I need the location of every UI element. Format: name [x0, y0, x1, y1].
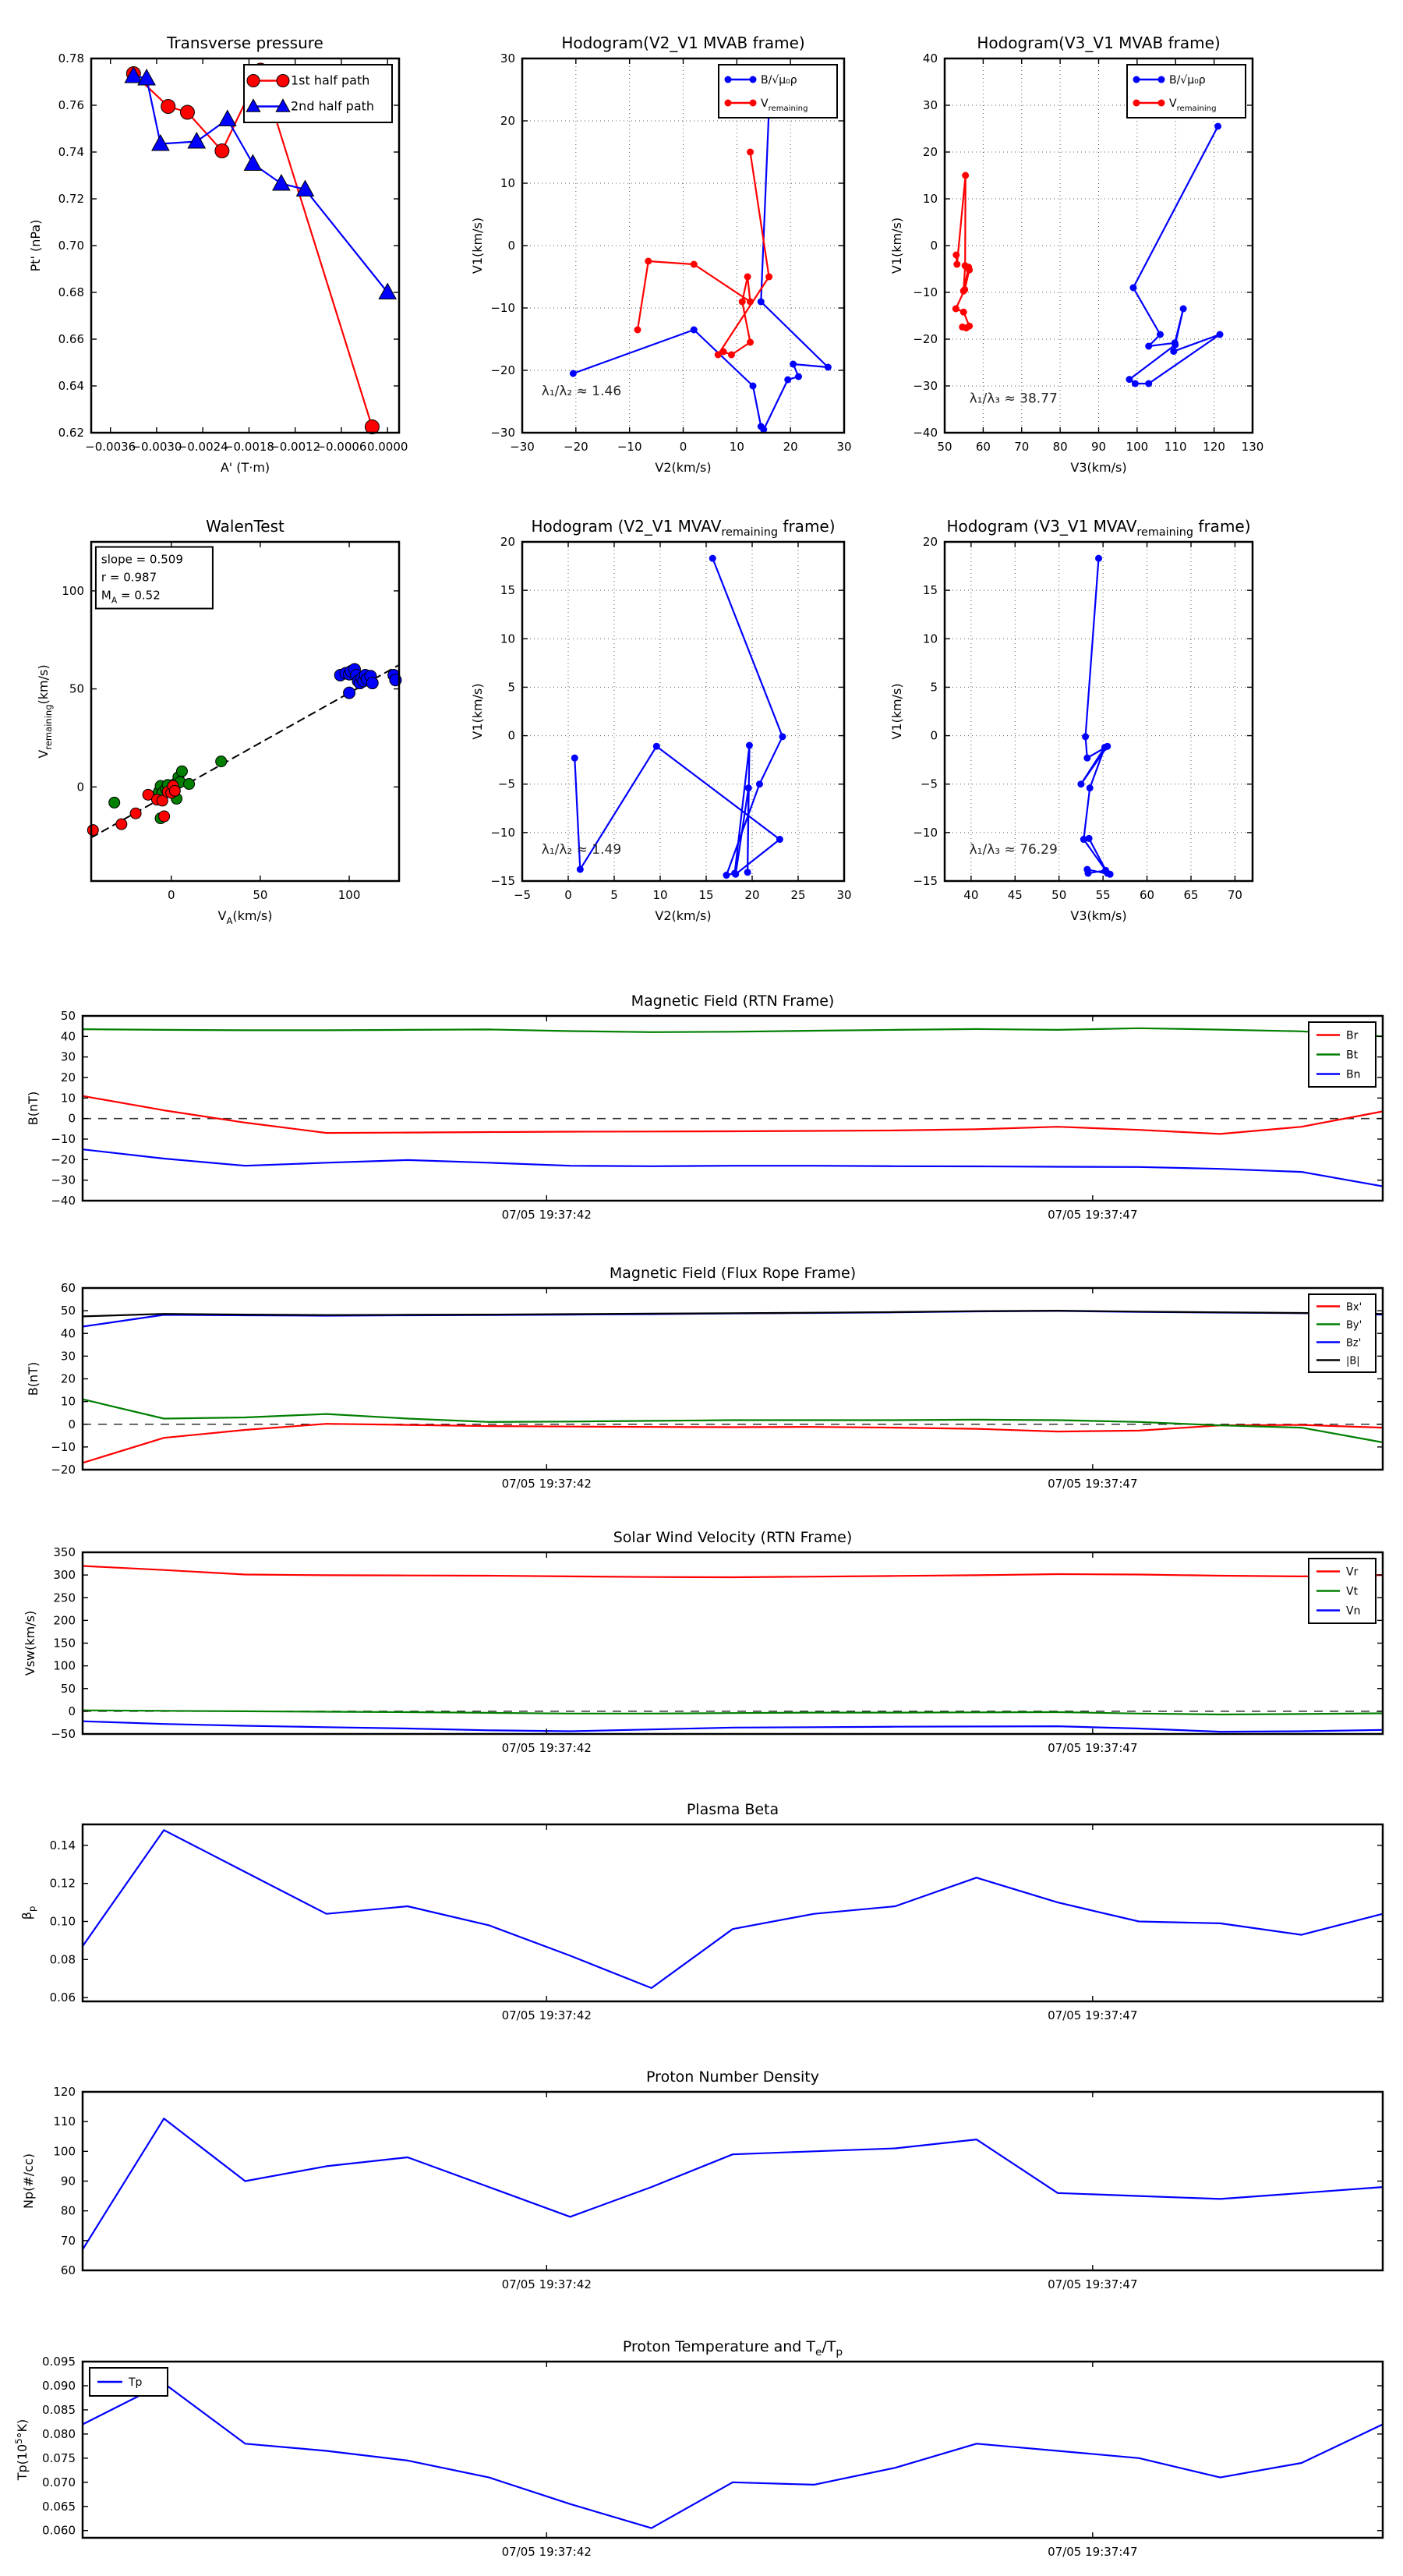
- y-tick-label: 0: [68, 1417, 76, 1431]
- chart-proton-temp: [13, 2338, 1383, 2559]
- chart-title: Plasma Beta: [686, 1801, 779, 1818]
- x-tick-label: −20: [564, 440, 588, 454]
- legend-label: |B|: [1346, 1355, 1360, 1368]
- y-axis-label: V1(km/s): [470, 217, 485, 274]
- y-tick-label: 0.12: [49, 1876, 76, 1891]
- y-tick-label: −10: [490, 825, 515, 840]
- y-tick-label: 0.72: [58, 192, 84, 206]
- chart-title: Proton Number Density: [646, 2068, 819, 2086]
- y-tick-label: 20: [500, 114, 515, 128]
- y-tick-label: −30: [51, 1173, 76, 1187]
- x-tick-label: 65: [1183, 888, 1199, 902]
- y-tick-label: −40: [51, 1194, 76, 1208]
- y-tick-label: 15: [922, 583, 938, 598]
- y-tick-label: 10: [500, 632, 515, 646]
- y-axis-label: Np(#/cc): [21, 2153, 36, 2209]
- y-axis-label: B(nT): [26, 1361, 41, 1396]
- x-tick-label: 07/05 19:37:47: [1048, 1741, 1138, 1755]
- legend: [244, 65, 392, 122]
- chart-plasma-beta: [19, 1801, 1383, 2022]
- x-tick-label: 120: [1203, 440, 1225, 454]
- y-tick-label: 30: [60, 1049, 76, 1064]
- chart-walen-test: [36, 517, 401, 926]
- y-tick-label: 0.14: [49, 1838, 76, 1852]
- legend: [719, 65, 837, 118]
- x-axis-label: V2(km/s): [655, 460, 712, 475]
- legend: [1127, 65, 1246, 118]
- legend: [90, 2368, 168, 2396]
- y-tick-label: 0.78: [58, 51, 84, 65]
- y-tick-label: −10: [913, 285, 938, 299]
- x-tick-label: 100: [1126, 440, 1149, 454]
- y-tick-label: 50: [69, 681, 84, 696]
- y-tick-label: 0.080: [42, 2426, 76, 2441]
- y-tick-label: 50: [60, 1304, 76, 1318]
- y-tick-label: 0.070: [42, 2475, 76, 2489]
- chart-proton-density: [21, 2068, 1383, 2291]
- y-axis-label: V1(km/s): [889, 683, 904, 740]
- x-tick-label: −0.0006: [316, 440, 367, 454]
- y-tick-label: 0: [68, 1111, 76, 1126]
- x-tick-label: 110: [1164, 440, 1187, 454]
- chart-hodogram-v3v1-mvab: [889, 34, 1263, 475]
- chart-vsw-rtn: [23, 1529, 1383, 1755]
- y-tick-label: 10: [60, 1394, 76, 1409]
- x-tick-label: 07/05 19:37:47: [1048, 2545, 1138, 2559]
- y-tick-label: 0.075: [42, 2450, 76, 2465]
- x-tick-label: 60: [1140, 888, 1155, 902]
- y-tick-label: 80: [60, 2203, 76, 2218]
- y-axis-label: Pt' (nPa): [28, 219, 43, 272]
- x-tick-label: 130: [1241, 440, 1264, 454]
- stats-box: [96, 547, 213, 609]
- y-tick-label: 150: [53, 1636, 76, 1651]
- y-tick-label: 10: [922, 192, 938, 206]
- legend-label: 1st half path: [291, 73, 370, 88]
- y-tick-label: −20: [913, 332, 938, 346]
- y-tick-label: −15: [490, 874, 515, 888]
- x-tick-label: 07/05 19:37:42: [501, 2545, 592, 2559]
- chart-title: Hodogram (V2_V1 $MVAV_{remaining}$ frame): [531, 517, 836, 539]
- x-axis-label: V3(km/s): [1070, 460, 1127, 475]
- x-tick-label: 07/05 19:37:42: [501, 1741, 592, 1755]
- x-tick-label: 07/05 19:37:42: [501, 1477, 592, 1491]
- x-tick-label: 50: [1051, 888, 1067, 902]
- x-tick-label: 20: [783, 440, 798, 454]
- y-tick-label: 0.095: [42, 2355, 76, 2369]
- x-axis-label: $V_A(km/s)$: [217, 908, 273, 926]
- x-tick-label: 07/05 19:37:42: [501, 1208, 592, 1222]
- x-tick-label: 45: [1007, 888, 1023, 902]
- x-tick-label: 0: [679, 440, 687, 454]
- legend-label: Tp: [129, 2376, 143, 2389]
- legend-label: 2nd half path: [291, 98, 375, 114]
- lambda-ratio-annotation: λ₁/λ₂ ≈ 1.49: [541, 842, 622, 858]
- y-tick-label: −30: [490, 426, 515, 440]
- lambda-ratio-annotation: λ₁/λ₃ ≈ 38.77: [969, 391, 1058, 407]
- y-tick-label: 50: [60, 1681, 76, 1696]
- y-tick-label: 0: [930, 239, 938, 253]
- y-tick-label: 0.76: [58, 98, 84, 112]
- x-tick-label: 07/05 19:37:47: [1048, 2008, 1138, 2022]
- y-tick-label: 300: [53, 1568, 76, 1583]
- legend-label: By': [1346, 1319, 1362, 1332]
- legend-label: Bx': [1346, 1301, 1362, 1314]
- y-axis-label: $\beta_p$: [19, 1905, 37, 1920]
- legend: [1309, 1294, 1376, 1372]
- y-tick-label: 100: [62, 583, 84, 598]
- y-tick-label: 0.68: [58, 285, 84, 299]
- x-tick-label: −0.0030: [131, 440, 182, 454]
- y-tick-label: 0: [507, 728, 515, 743]
- y-tick-label: −10: [913, 825, 938, 840]
- legend-label: Vt: [1346, 1585, 1359, 1598]
- lambda-ratio-annotation: λ₁/λ₂ ≈ 1.46: [541, 384, 622, 399]
- y-tick-label: 0.64: [58, 379, 84, 393]
- y-tick-label: 20: [500, 535, 515, 549]
- y-tick-label: 30: [922, 98, 938, 112]
- y-axis-label: V1(km/s): [470, 683, 485, 740]
- x-tick-label: −0.0012: [270, 440, 321, 454]
- legend: [1309, 1022, 1376, 1087]
- y-axis-label: $V_{remaining}(km/s)$: [36, 664, 54, 759]
- y-tick-label: −15: [913, 874, 938, 888]
- lambda-ratio-annotation: λ₁/λ₃ ≈ 76.29: [969, 842, 1058, 858]
- legend-label: Bz': [1346, 1337, 1362, 1350]
- x-axis-label: V3(km/s): [1070, 908, 1127, 923]
- x-tick-label: 0: [564, 888, 572, 902]
- x-tick-label: 10: [652, 888, 668, 902]
- y-tick-label: 50: [60, 1009, 76, 1023]
- chart-title: Hodogram(V3_V1 MVAB frame): [977, 34, 1221, 52]
- y-tick-label: 40: [922, 51, 938, 65]
- y-tick-label: 10: [922, 632, 938, 646]
- y-tick-label: −20: [490, 363, 515, 377]
- y-tick-label: 20: [60, 1371, 76, 1386]
- chart-transverse-pressure: [28, 34, 408, 475]
- y-tick-label: −40: [913, 426, 938, 440]
- x-tick-label: −0.0024: [177, 440, 228, 454]
- x-tick-label: 0.0000: [366, 440, 408, 454]
- y-axis-label: Vsw(km/s): [23, 1610, 37, 1676]
- y-tick-label: 0.74: [58, 145, 84, 159]
- x-axis-label: A' (T·m): [220, 460, 270, 475]
- x-tick-label: 70: [1014, 440, 1030, 454]
- chart-title: WalenTest: [206, 517, 284, 536]
- y-tick-label: −5: [920, 777, 938, 791]
- y-axis-label: B(nT): [26, 1091, 41, 1126]
- chart-hodogram-v3v1-mvav: [889, 517, 1253, 923]
- stats-line: r = 0.987: [101, 570, 157, 585]
- y-tick-label: 20: [922, 145, 938, 159]
- y-tick-label: 20: [60, 1070, 76, 1085]
- x-tick-label: 30: [836, 440, 852, 454]
- y-tick-label: 15: [500, 583, 515, 598]
- x-tick-label: −0.0036: [85, 440, 136, 454]
- y-tick-label: 60: [60, 1281, 76, 1295]
- y-tick-label: 0.66: [58, 332, 84, 346]
- chart-title: Transverse pressure: [167, 34, 323, 52]
- legend-label: Br: [1346, 1029, 1359, 1042]
- x-tick-label: 07/05 19:37:47: [1048, 1208, 1138, 1222]
- x-tick-label: 50: [253, 888, 268, 902]
- x-tick-label: 90: [1090, 440, 1107, 454]
- y-tick-label: 20: [922, 535, 938, 549]
- chart-title: Solar Wind Velocity (RTN Frame): [613, 1529, 853, 1546]
- y-tick-label: 250: [53, 1591, 76, 1605]
- x-tick-label: 20: [744, 888, 760, 902]
- y-tick-label: 0.08: [49, 1952, 76, 1967]
- x-tick-label: 15: [698, 888, 714, 902]
- y-tick-label: 10: [60, 1091, 76, 1106]
- x-tick-label: 5: [610, 888, 618, 902]
- legend-label: B/√μ₀ρ: [761, 74, 797, 87]
- y-tick-label: 0.060: [42, 2523, 76, 2538]
- y-axis-label: $Tp(10^5^\circ K)$: [13, 2419, 30, 2481]
- y-tick-label: −10: [490, 301, 515, 315]
- y-tick-label: −20: [51, 1152, 76, 1167]
- chart-b-rtn: [26, 993, 1383, 1222]
- y-tick-label: 0.62: [58, 426, 84, 440]
- y-tick-label: 0.70: [58, 239, 84, 253]
- y-tick-label: 0.090: [42, 2378, 76, 2393]
- y-tick-label: 40: [60, 1029, 76, 1044]
- x-tick-label: 60: [975, 440, 991, 454]
- x-tick-label: 55: [1095, 888, 1111, 902]
- x-tick-label: 40: [963, 888, 979, 902]
- y-tick-label: 0: [930, 728, 938, 743]
- x-tick-label: −10: [617, 440, 642, 454]
- y-axis-label: V1(km/s): [889, 217, 904, 274]
- stats-line: $M_A = 0.52$: [101, 588, 161, 606]
- y-tick-label: 40: [60, 1326, 76, 1341]
- x-tick-label: 07/05 19:37:47: [1048, 2277, 1138, 2291]
- y-tick-label: 90: [60, 2174, 76, 2189]
- y-tick-label: −20: [51, 1463, 76, 1477]
- y-tick-label: 0.085: [42, 2402, 76, 2417]
- y-tick-label: 0: [507, 239, 515, 253]
- y-tick-label: −10: [51, 1132, 76, 1146]
- chart-title: Proton Temperature and $T_e/T_p$: [622, 2338, 843, 2358]
- y-tick-label: 60: [60, 2263, 76, 2277]
- x-tick-label: 80: [1052, 440, 1068, 454]
- y-tick-label: 30: [60, 1349, 76, 1364]
- x-tick-label: 10: [729, 440, 744, 454]
- y-tick-label: 70: [60, 2233, 76, 2248]
- y-tick-label: 10: [500, 176, 515, 190]
- y-tick-label: 5: [930, 680, 938, 695]
- x-tick-label: −30: [510, 440, 535, 454]
- y-tick-label: 100: [53, 2144, 76, 2159]
- chart-title: Hodogram (V3_V1 $MVAV_{remaining}$ frame): [946, 517, 1251, 539]
- x-tick-label: 30: [836, 888, 852, 902]
- x-tick-label: 0: [167, 888, 175, 902]
- legend-label: $V_{remaining}$: [1169, 97, 1217, 113]
- y-tick-label: 200: [53, 1613, 76, 1628]
- legend-label: B/√μ₀ρ: [1169, 74, 1206, 87]
- x-tick-label: 100: [337, 888, 361, 902]
- y-tick-label: −50: [51, 1727, 76, 1741]
- y-tick-label: 0.06: [49, 1990, 76, 2005]
- y-tick-label: −5: [497, 777, 515, 791]
- x-tick-label: 50: [937, 440, 952, 454]
- x-tick-label: 70: [1227, 888, 1242, 902]
- chart-title: Hodogram(V2_V1 MVAB frame): [561, 34, 805, 52]
- y-tick-label: 100: [53, 1658, 76, 1673]
- y-tick-label: 110: [53, 2114, 76, 2129]
- x-tick-label: −0.0018: [223, 440, 274, 454]
- y-tick-label: 5: [507, 680, 515, 695]
- legend: [1309, 1559, 1376, 1623]
- chart-title: Magnetic Field (RTN Frame): [631, 993, 835, 1010]
- legend-label: $V_{remaining}$: [761, 97, 808, 113]
- x-tick-label: 07/05 19:37:42: [501, 2008, 592, 2022]
- x-tick-label: 25: [790, 888, 806, 902]
- y-tick-label: 120: [53, 2085, 76, 2099]
- legend-label: Vr: [1346, 1566, 1359, 1579]
- x-tick-label: 07/05 19:37:47: [1048, 1477, 1138, 1491]
- y-tick-label: 30: [500, 51, 515, 65]
- stats-line: slope = 0.509: [101, 552, 183, 567]
- legend-label: Bt: [1346, 1049, 1359, 1062]
- y-tick-label: −10: [51, 1439, 76, 1454]
- y-tick-label: 0: [68, 1704, 76, 1718]
- x-tick-label: 07/05 19:37:42: [501, 2277, 592, 2291]
- chart-hodogram-v2v1-mvab: [470, 34, 852, 475]
- chart-hodogram-v2v1-mvav: [470, 517, 852, 923]
- x-tick-label: −5: [513, 888, 532, 902]
- chart-b-fluxrope: [26, 1265, 1383, 1491]
- y-tick-label: 0.10: [49, 1914, 76, 1929]
- y-tick-label: 350: [53, 1545, 76, 1559]
- x-axis-label: V2(km/s): [655, 908, 712, 923]
- legend-label: Vn: [1346, 1605, 1361, 1618]
- chart-title: Magnetic Field (Flux Rope Frame): [609, 1265, 857, 1282]
- y-tick-label: 0: [76, 780, 84, 794]
- y-tick-label: −30: [913, 379, 938, 393]
- legend-label: Bn: [1346, 1068, 1361, 1081]
- y-tick-label: 0.065: [42, 2499, 76, 2514]
